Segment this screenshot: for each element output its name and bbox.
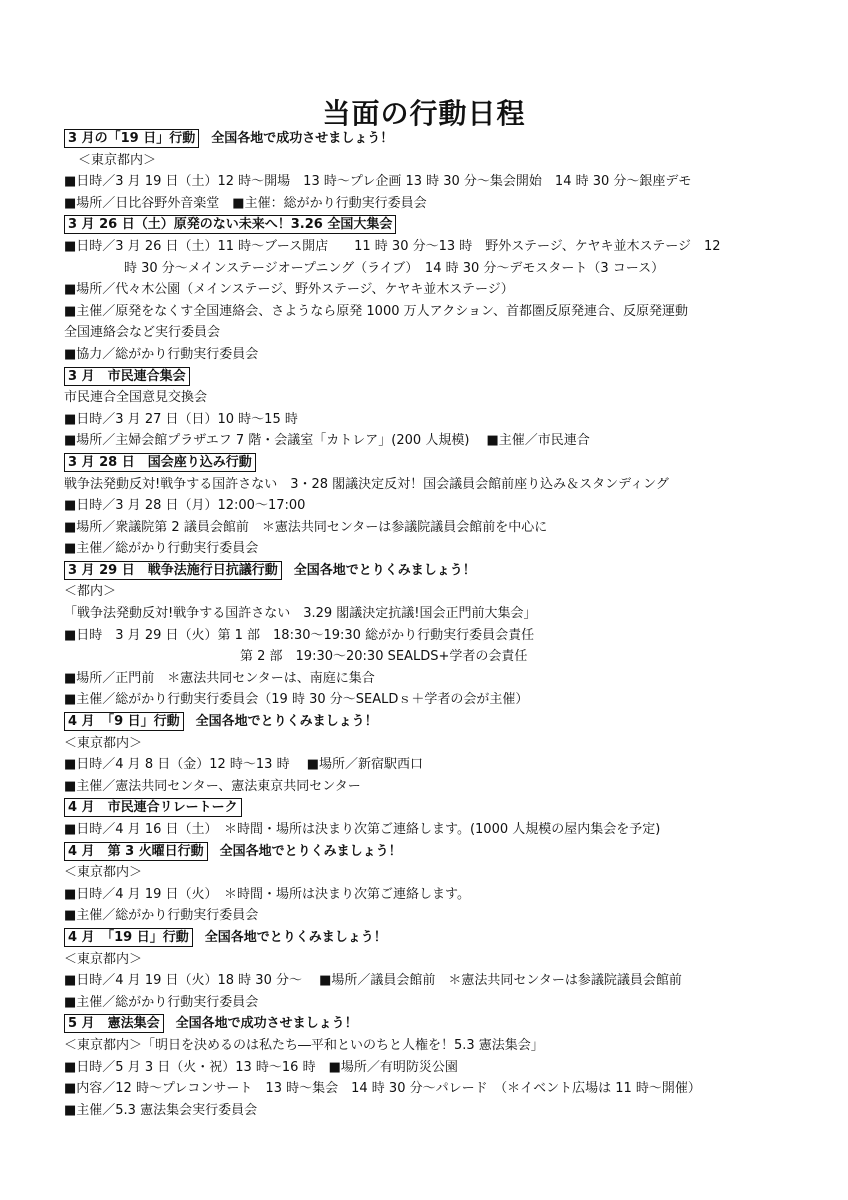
- date-time-line: ■日時／3 月 26 日（土）11 時〜ブース開店 11 時 30 分〜13 時 野外ステージ、ケヤキ並木ステージ 12: [64, 238, 721, 254]
- event-name-line: 戦争法発動反対!戦争する国許さない 3・28 閣議決定反対！国会議員会館前座り込み＆スタンディング: [64, 476, 669, 492]
- organizer-line: ■主催／総がかり行動実行委員会（19 時 30 分〜SEALDｓ＋学者の会が主催）: [64, 692, 529, 708]
- place-line: ■場所／正門前 ＊憲法共同センターは、南庭に集合: [64, 670, 375, 686]
- event-section: [64, 452, 784, 560]
- event-section: [64, 366, 784, 452]
- organizer-line: ■主催／原発をなくす全国連絡会、さようなら原発 1000 万人アクション、首都圏反原発連合、反原発運動: [64, 303, 688, 319]
- place-line: ■場所／代々木公園（メインステージ、野外ステージ、ケヤキ並木ステージ）: [64, 282, 514, 298]
- location-label: ＜東京都内＞: [64, 951, 143, 967]
- date-time-line: ■日時／4 月 16 日（土） ＊時間・場所は決まり次第ご連絡します。(1000 人規模の屋内集会を予定): [64, 822, 661, 837]
- section-heading-row: [64, 128, 784, 150]
- date-time-line: ■日時／4 月 19 日（火） ＊時間・場所は決まり次第ご連絡します。: [64, 886, 470, 902]
- event-name-line: 市民連合全国意見交換会: [64, 390, 208, 406]
- section-note: 全国各地でとりくみましょう！: [293, 562, 476, 578]
- location-label: ＜東京都内＞: [64, 865, 143, 881]
- cooperation-line: ■協力／総がかり行動実行委員会: [64, 346, 259, 362]
- date-time-line: ■日時／3 月 28 日（月）12:00〜17:00: [64, 498, 306, 514]
- date-time-place-line: ■日時／4 月 8 日（金）12 時〜13 時 ■場所／新宿駅西口: [64, 757, 423, 773]
- organizer-line: ■主催／総がかり行動実行委員会: [64, 908, 259, 924]
- section-note: 全国各地で成功させましょう！: [211, 131, 394, 146]
- section-heading-row: [64, 1013, 784, 1035]
- date-time-continuation: 時 30 分〜メインステージオープニング（ライブ） 14 時 30 分〜デモスタート（3 コース）: [124, 260, 665, 276]
- date-time-line: ■日時／3 月 27 日（日）10 時〜15 時: [64, 411, 298, 427]
- section-heading-row: [64, 366, 784, 388]
- event-section: [64, 128, 784, 214]
- location-label: ＜都内＞: [64, 584, 117, 600]
- section-heading: 3 月 市民連合集会: [64, 367, 190, 386]
- page-title: 当面の行動日程: [322, 97, 526, 130]
- section-heading: 4 月 第 3 火曜日行動: [64, 842, 208, 861]
- section-note: 全国各地でとりくみましょう！: [195, 714, 378, 730]
- section-heading: 4 月 「9 日」行動: [64, 712, 184, 731]
- section-heading-row: [64, 797, 784, 819]
- section-heading-row: [64, 711, 784, 733]
- event-section: [64, 560, 784, 711]
- section-heading-row: [64, 560, 784, 582]
- section-heading-row: [64, 927, 784, 949]
- event-name-line: 「戦争法発動反対!戦争する国許さない 3.29 閣議決定抗議!国会正門前大集会」: [64, 606, 537, 622]
- place-line: ■場所／衆議院第 2 議員会館前 ＊憲法共同センターは参議院議員会館前を中心に: [64, 519, 548, 535]
- event-section: [64, 797, 784, 840]
- section-heading-row: [64, 452, 784, 474]
- section-heading: 3 月 26 日（土）原発のない未来へ！3.26 全国大集会: [64, 215, 396, 234]
- event-section: [64, 841, 784, 927]
- date-time-line: ■日時 3 月 29 日（火）第 1 部 18:30〜19:30 総がかり行動実行委員会責任: [64, 627, 535, 643]
- date-time-place-line: ■日時／4 月 19 日（火）18 時 30 分〜 ■場所／議員会館前 ＊憲法共同センターは参議院議員会館前: [64, 973, 682, 989]
- place-organizer-line: ■場所／主婦会館プラザエフ 7 階・会議室「カトレア」(200 人規模) ■主催／市民連合: [64, 433, 590, 449]
- location-label: ＜東京都内＞: [78, 152, 157, 168]
- section-heading: 3 月の「19 日」行動: [64, 129, 199, 148]
- location-label: ＜東京都内＞: [64, 735, 143, 751]
- section-note: 全国各地でとりくみましょう！: [219, 843, 402, 859]
- schedule-content: [64, 128, 784, 1121]
- organizer-line: ■主催／総がかり行動実行委員会: [64, 541, 259, 557]
- organizer-line: ■主催／憲法共同センター、憲法東京共同センター: [64, 778, 361, 794]
- place-organizer-line: ■場所／日比谷野外音楽堂 ■主催：総がかり行動実行委員会: [64, 195, 427, 211]
- event-section: [64, 927, 784, 1013]
- section-heading: 3 月 29 日 戦争法施行日抗議行動: [64, 561, 282, 580]
- section-note: 全国各地でとりくみましょう！: [204, 929, 387, 945]
- section-heading: 5 月 憲法集会: [64, 1014, 164, 1033]
- location-event-line: ＜東京都内＞「明日を決めるのは私たち―平和といのちと人権を！5.3 憲法集会」: [64, 1037, 544, 1053]
- section-heading: 3 月 28 日 国会座り込み行動: [64, 453, 256, 472]
- date-time-continuation: 第 2 部 19:30〜20:30 SEALDS+学者の会責任: [240, 649, 528, 665]
- date-time-place-line: ■日時／5 月 3 日（火・祝）13 時〜16 時 ■場所／有明防災公園: [64, 1059, 458, 1075]
- event-section: [64, 711, 784, 797]
- section-note: 全国各地で成功させましょう！: [175, 1016, 358, 1032]
- organizer-line: ■主催／5.3 憲法集会実行委員会: [64, 1102, 258, 1118]
- section-heading: 4 月 市民連合リレートーク: [64, 798, 242, 817]
- organizer-continuation: 全国連絡会など実行委員会: [64, 325, 221, 341]
- section-heading-row: [64, 214, 784, 236]
- event-section: [64, 1013, 784, 1121]
- section-heading-row: [64, 841, 784, 863]
- organizer-line: ■主催／総がかり行動実行委員会: [64, 994, 259, 1010]
- program-line: ■内容／12 時〜プレコンサート 13 時〜集会 14 時 30 分〜パレード （＊イベント広場は 11 時〜開催）: [64, 1081, 701, 1097]
- event-section: [64, 214, 784, 365]
- section-heading: 4 月 「19 日」行動: [64, 928, 193, 947]
- date-time-line: ■日時／3 月 19 日（土）12 時〜開場 13 時〜プレ企画 13 時 30 分〜集会開始 14 時 30 分〜銀座デモ: [64, 174, 692, 190]
